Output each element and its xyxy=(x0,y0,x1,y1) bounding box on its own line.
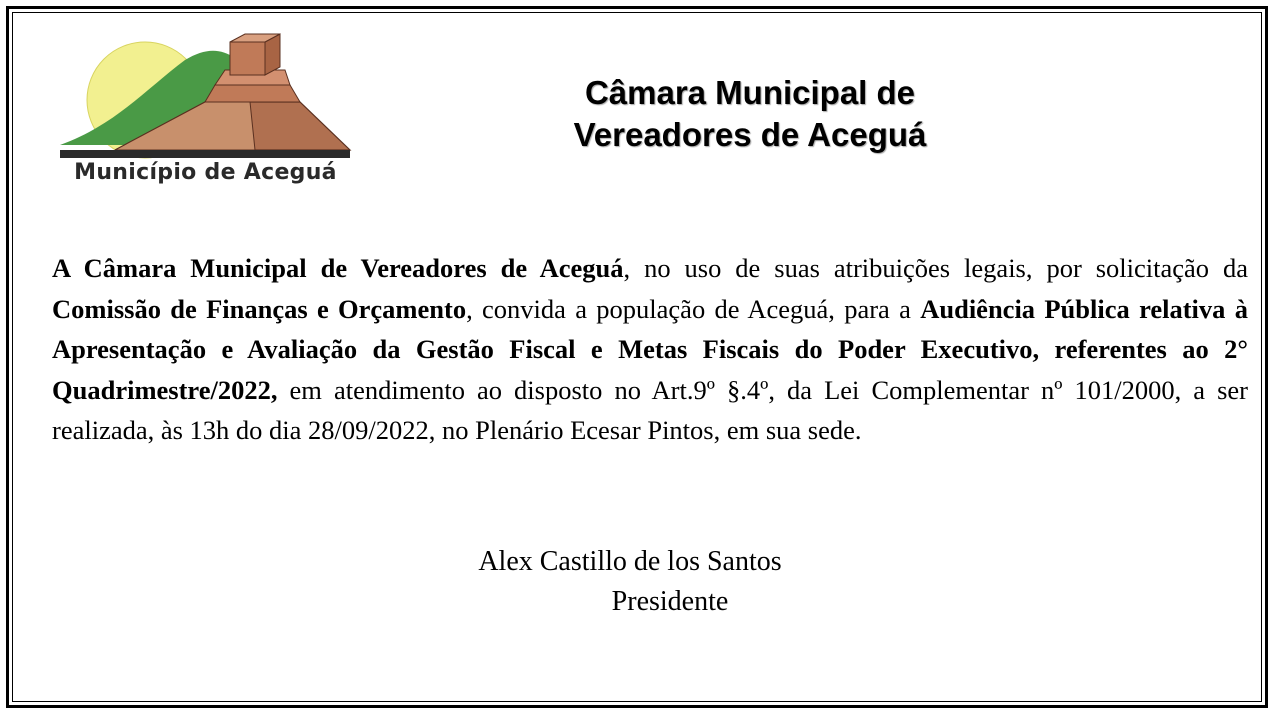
title-line-1: Câmara Municipal de xyxy=(584,74,916,111)
body-text-2: , no uso de suas atribuições legais, por solicitação da xyxy=(623,253,1248,283)
body-text-6: em atendimento ao disposto no Art.9º §.4º, da Lei Complementar nº 101/2000, a ser realizada, às 13h do dia 28/09/2022, no Plenário Ecesar Pintos, em sua sede. xyxy=(52,374,1248,445)
body-text-4: , convida a população de Aceguá, para a xyxy=(466,293,921,324)
logo-graphic xyxy=(55,30,355,165)
signature-role: Presidente xyxy=(611,586,729,617)
signature-block xyxy=(380,542,880,622)
title-line-2: Vereadores de Aceguá xyxy=(573,116,927,153)
logo-text: Município de Aceguá xyxy=(74,160,337,185)
page-title xyxy=(450,72,1050,156)
body-bold-1: A Câmara Municipal de Vereadores de Aceguá xyxy=(52,253,624,283)
body-bold-3: Comissão de Finanças e Orçamento xyxy=(52,293,467,324)
announcement-paragraph xyxy=(52,248,1248,451)
signature-name: Alex Castillo de los Santos xyxy=(478,546,782,577)
logo-step-2 xyxy=(205,85,300,102)
body-bold-5: Audiência Pública relativa à Apresentação e Avaliação da Gestão Fiscal e Metas Fiscais do Poder Executivo, referentes ao 2° Quadrimestre/2022, xyxy=(52,293,1248,405)
logo-box-front xyxy=(230,42,265,75)
logo-base-bar xyxy=(60,150,350,158)
municipality-logo xyxy=(55,30,355,190)
